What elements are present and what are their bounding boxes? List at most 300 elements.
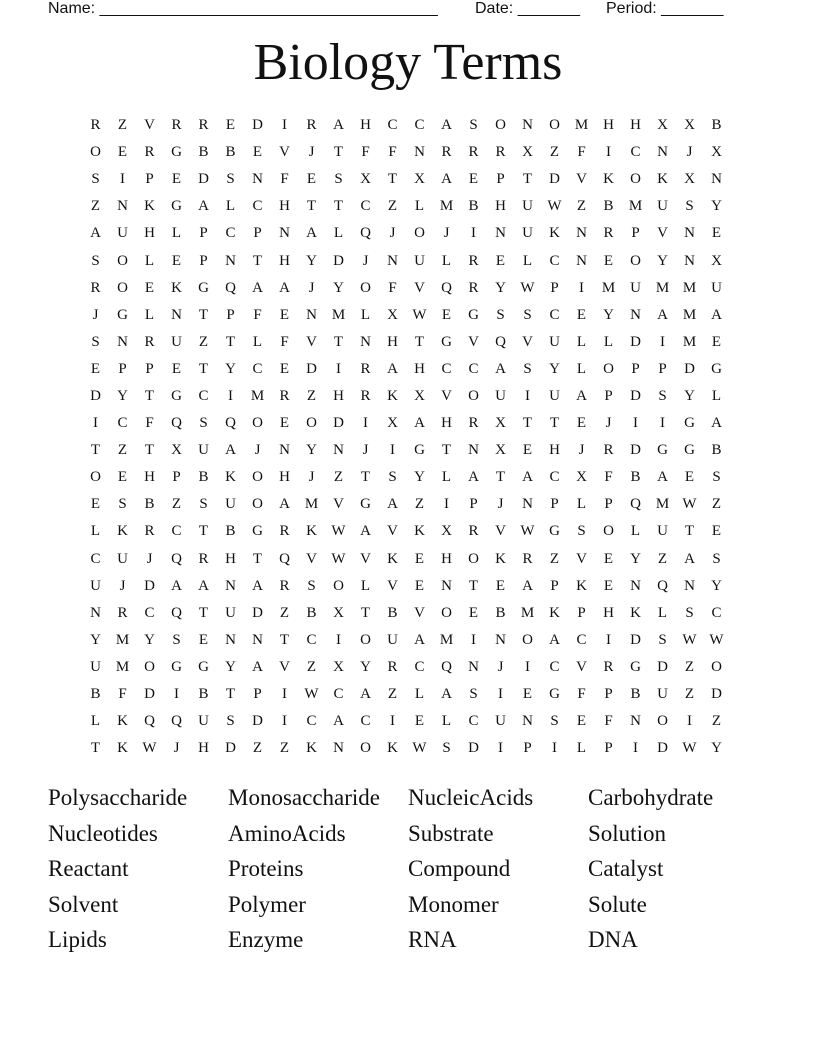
- grid-letter: C: [360, 713, 371, 730]
- grid-row: [82, 302, 730, 329]
- grid-letter: R: [306, 117, 317, 134]
- grid-letter: H: [144, 469, 155, 486]
- grid-letter: A: [576, 387, 587, 404]
- grid-letter: G: [549, 523, 560, 540]
- grid-letter: H: [360, 117, 371, 134]
- grid-letter: R: [441, 144, 452, 161]
- grid-letter: V: [387, 523, 398, 540]
- grid-letter: J: [389, 225, 396, 242]
- grid-letter: X: [711, 252, 722, 269]
- grid-letter: V: [414, 279, 425, 296]
- grid-letter: C: [549, 306, 560, 323]
- grid-row: [82, 681, 730, 708]
- grid-letter: O: [522, 631, 533, 648]
- grid-letter: L: [522, 252, 533, 269]
- grid-letter: F: [253, 306, 262, 323]
- grid-letter: X: [495, 415, 506, 432]
- grid-letter: N: [468, 658, 479, 675]
- grid-letter: N: [306, 306, 317, 323]
- grid-letter: W: [331, 550, 346, 567]
- grid-letter: D: [90, 387, 101, 404]
- grid-letter: H: [387, 333, 398, 350]
- grid-letter: Q: [171, 713, 182, 730]
- grid-letter: H: [279, 252, 290, 269]
- student-info-header: [48, 0, 748, 22]
- grid-letter: Y: [333, 279, 344, 296]
- grid-letter: N: [90, 604, 101, 621]
- grid-letter: J: [308, 469, 315, 486]
- page-title: Biology Terms: [253, 34, 563, 91]
- grid-letter: A: [252, 658, 263, 675]
- grid-letter: U: [657, 523, 668, 540]
- grid-letter: A: [657, 306, 668, 323]
- grid-letter: M: [682, 333, 697, 350]
- grid-letter: P: [631, 225, 640, 242]
- grid-letter: K: [225, 469, 236, 486]
- grid-letter: P: [604, 686, 613, 703]
- grid-letter: I: [174, 686, 179, 703]
- grid-letter: N: [684, 252, 695, 269]
- grid-letter: O: [360, 279, 371, 296]
- grid-letter: C: [360, 198, 371, 215]
- grid-letter: I: [228, 387, 233, 404]
- grid-letter: I: [498, 686, 503, 703]
- grid-letter: N: [522, 496, 533, 513]
- grid-letter: X: [387, 415, 398, 432]
- grid-letter: Q: [225, 279, 236, 296]
- grid-letter: W: [547, 198, 562, 215]
- grid-letter: P: [604, 387, 613, 404]
- grid-letter: I: [525, 387, 530, 404]
- grid-letter: A: [495, 360, 506, 377]
- grid-letter: Z: [306, 658, 317, 675]
- grid-letter: X: [414, 387, 425, 404]
- grid-letter: V: [144, 117, 155, 134]
- grid-letter: E: [198, 631, 209, 648]
- grid-letter: N: [522, 713, 533, 730]
- grid-letter: P: [658, 360, 667, 377]
- grid-letter: B: [198, 144, 209, 161]
- grid-row: [82, 708, 730, 735]
- grid-letter: X: [522, 144, 533, 161]
- grid-letter: J: [308, 144, 315, 161]
- grid-letter: I: [444, 496, 449, 513]
- grid-letter: K: [495, 550, 506, 567]
- grid-letter: Y: [495, 279, 506, 296]
- grid-letter: R: [144, 144, 155, 161]
- grid-letter: B: [306, 604, 317, 621]
- grid-letter: D: [657, 740, 668, 757]
- grid-letter: E: [90, 496, 101, 513]
- grid-letter: G: [711, 360, 722, 377]
- grid-letter: Y: [711, 740, 722, 757]
- grid-letter: V: [333, 496, 344, 513]
- grid-letter: Y: [117, 387, 128, 404]
- grid-letter: Z: [117, 442, 128, 459]
- grid-letter: U: [414, 252, 425, 269]
- grid-letter: O: [90, 144, 101, 161]
- grid-letter: T: [90, 740, 101, 757]
- grid-letter: B: [630, 469, 641, 486]
- grid-letter: D: [657, 658, 668, 675]
- grid-letter: H: [630, 117, 641, 134]
- grid-letter: G: [198, 279, 209, 296]
- grid-letter: K: [549, 604, 560, 621]
- word-bank-item: Polymer: [228, 891, 306, 917]
- grid-letter: B: [630, 686, 641, 703]
- grid-letter: S: [199, 415, 208, 432]
- grid-letter: O: [711, 658, 722, 675]
- grid-letter: S: [91, 252, 100, 269]
- grid-letter: J: [362, 252, 369, 269]
- grid-letter: I: [390, 442, 395, 459]
- grid-letter: S: [442, 740, 451, 757]
- word-bank-item: Solution: [588, 820, 666, 846]
- grid-letter: I: [552, 740, 557, 757]
- grid-letter: R: [198, 550, 209, 567]
- grid-letter: F: [118, 686, 127, 703]
- grid-letter: L: [90, 523, 101, 540]
- grid-letter: N: [279, 225, 290, 242]
- grid-letter: O: [657, 713, 668, 730]
- grid-letter: C: [117, 415, 128, 432]
- grid-letter: S: [469, 686, 478, 703]
- grid-letter: E: [711, 333, 722, 350]
- grid-letter: Y: [306, 442, 317, 459]
- grid-letter: Z: [90, 198, 101, 215]
- grid-letter: Y: [144, 631, 155, 648]
- grid-row: [82, 735, 730, 762]
- grid-letter: E: [171, 360, 182, 377]
- grid-letter: E: [576, 306, 587, 323]
- grid-letter: Z: [684, 658, 695, 675]
- grid-letter: A: [279, 496, 290, 513]
- grid-letter: T: [522, 415, 533, 432]
- grid-letter: B: [711, 442, 722, 459]
- grid-letter: I: [336, 360, 341, 377]
- grid-letter: A: [198, 198, 209, 215]
- grid-letter: E: [441, 306, 452, 323]
- grid-letter: O: [468, 387, 479, 404]
- grid-letter: D: [144, 686, 155, 703]
- grid-letter: A: [711, 415, 722, 432]
- grid-letter: U: [495, 387, 506, 404]
- grid-letter: B: [603, 198, 614, 215]
- grid-letter: V: [279, 658, 290, 675]
- grid-row: [82, 600, 730, 627]
- grid-letter: D: [630, 631, 641, 648]
- grid-letter: Z: [414, 496, 425, 513]
- grid-letter: P: [523, 740, 532, 757]
- grid-letter: N: [414, 144, 425, 161]
- grid-letter: C: [414, 658, 425, 675]
- grid-letter: U: [117, 225, 128, 242]
- grid-letter: Q: [657, 577, 668, 594]
- grid-letter: N: [333, 442, 344, 459]
- grid-letter: M: [655, 279, 670, 296]
- grid-letter: Z: [657, 550, 668, 567]
- grid-letter: K: [117, 523, 128, 540]
- grid-letter: C: [252, 360, 263, 377]
- grid-letter: O: [630, 252, 641, 269]
- grid-letter: B: [495, 604, 506, 621]
- grid-letter: R: [522, 550, 533, 567]
- grid-letter: Z: [117, 117, 128, 134]
- grid-letter: D: [333, 415, 344, 432]
- grid-row: [82, 437, 730, 464]
- grid-letter: O: [144, 658, 155, 675]
- grid-letter: X: [333, 658, 344, 675]
- grid-letter: X: [495, 442, 506, 459]
- grid-letter: A: [252, 279, 263, 296]
- grid-letter: N: [630, 713, 641, 730]
- grid-letter: T: [414, 333, 425, 350]
- grid-row: [82, 491, 730, 518]
- grid-letter: W: [520, 523, 535, 540]
- grid-letter: A: [306, 225, 317, 242]
- grid-letter: A: [468, 469, 479, 486]
- grid-letter: Y: [657, 252, 668, 269]
- grid-letter: C: [711, 604, 722, 621]
- grid-letter: X: [360, 171, 371, 188]
- grid-letter: E: [495, 252, 506, 269]
- word-bank-item: Monosaccharide: [228, 785, 380, 810]
- grid-letter: S: [685, 604, 694, 621]
- grid-letter: S: [334, 171, 343, 188]
- grid-letter: S: [523, 360, 532, 377]
- grid-letter: E: [90, 360, 101, 377]
- grid-letter: K: [576, 577, 587, 594]
- grid-letter: C: [198, 387, 209, 404]
- word-bank-item: Carbohydrate: [588, 785, 714, 810]
- grid-letter: R: [279, 387, 290, 404]
- grid-letter: M: [574, 117, 589, 134]
- grid-letter: D: [252, 117, 263, 134]
- grid-letter: R: [360, 387, 371, 404]
- grid-letter: V: [468, 333, 479, 350]
- grid-letter: E: [576, 713, 587, 730]
- grid-letter: N: [657, 144, 668, 161]
- grid-letter: Z: [711, 496, 722, 513]
- grid-letter: U: [549, 333, 560, 350]
- grid-letter: U: [549, 387, 560, 404]
- word-bank-item: Catalyst: [588, 856, 664, 881]
- grid-letter: C: [171, 523, 182, 540]
- grid-letter: U: [225, 496, 236, 513]
- grid-letter: Q: [441, 279, 452, 296]
- grid-letter: C: [576, 631, 587, 648]
- grid-letter: Z: [387, 198, 398, 215]
- grid-letter: N: [522, 117, 533, 134]
- grid-letter: E: [603, 577, 614, 594]
- grid-letter: X: [333, 604, 344, 621]
- grid-letter: Z: [549, 144, 560, 161]
- grid-letter: F: [388, 144, 397, 161]
- grid-letter: I: [336, 631, 341, 648]
- grid-letter: T: [198, 604, 209, 621]
- grid-letter: Z: [252, 740, 263, 757]
- word-bank-item: Reactant: [48, 856, 129, 881]
- word-bank-item: Nucleotides: [48, 820, 158, 846]
- grid-letter: H: [144, 225, 155, 242]
- grid-letter: H: [603, 117, 614, 134]
- grid-letter: O: [117, 279, 128, 296]
- grid-letter: U: [90, 577, 101, 594]
- grid-letter: B: [468, 198, 479, 215]
- grid-letter: A: [198, 577, 209, 594]
- grid-letter: L: [360, 577, 371, 594]
- grid-letter: K: [306, 523, 317, 540]
- grid-letter: O: [252, 496, 263, 513]
- grid-letter: P: [253, 225, 262, 242]
- grid-letter: I: [390, 713, 395, 730]
- grid-letter: C: [468, 360, 479, 377]
- grid-letter: S: [91, 171, 100, 188]
- grid-letter: Q: [171, 604, 182, 621]
- grid-letter: M: [115, 658, 130, 675]
- grid-letter: H: [414, 360, 425, 377]
- grid-letter: Q: [495, 333, 506, 350]
- grid-letter: T: [684, 523, 695, 540]
- grid-letter: D: [468, 740, 479, 757]
- grid-letter: G: [684, 415, 695, 432]
- grid-letter: B: [387, 604, 398, 621]
- grid-letter: V: [360, 550, 371, 567]
- grid-letter: F: [388, 279, 397, 296]
- grid-letter: O: [441, 604, 452, 621]
- grid-letter: L: [657, 604, 668, 621]
- grid-letter: O: [603, 360, 614, 377]
- grid-letter: B: [225, 144, 236, 161]
- grid-letter: Z: [306, 387, 317, 404]
- grid-letter: J: [443, 225, 450, 242]
- grid-letter: E: [522, 442, 533, 459]
- grid-letter: F: [280, 171, 289, 188]
- period-field: Period: _______: [606, 0, 724, 17]
- grid-letter: N: [117, 333, 128, 350]
- grid-letter: O: [333, 577, 344, 594]
- grid-letter: P: [469, 496, 478, 513]
- grid-letter: W: [304, 686, 319, 703]
- grid-letter: T: [333, 144, 344, 161]
- grid-letter: U: [495, 713, 506, 730]
- grid-letter: E: [711, 225, 722, 242]
- grid-letter: P: [550, 577, 559, 594]
- grid-letter: S: [496, 306, 505, 323]
- grid-letter: S: [577, 523, 586, 540]
- grid-letter: L: [576, 333, 587, 350]
- grid-letter: C: [306, 713, 317, 730]
- grid-letter: O: [360, 740, 371, 757]
- grid-letter: A: [441, 171, 452, 188]
- grid-letter: R: [279, 577, 290, 594]
- grid-letter: Q: [441, 658, 452, 675]
- grid-letter: H: [333, 387, 344, 404]
- grid-row: [82, 329, 730, 356]
- grid-letter: T: [252, 550, 263, 567]
- grid-letter: C: [549, 469, 560, 486]
- grid-letter: C: [549, 658, 560, 675]
- word-bank-item: NucleicAcids: [408, 785, 534, 810]
- grid-letter: C: [468, 713, 479, 730]
- grid-letter: B: [225, 523, 236, 540]
- grid-letter: D: [711, 686, 722, 703]
- grid-letter: D: [630, 333, 641, 350]
- grid-row: [82, 356, 730, 383]
- grid-letter: S: [712, 550, 721, 567]
- grid-letter: T: [468, 577, 479, 594]
- grid-letter: S: [91, 333, 100, 350]
- grid-letter: I: [471, 225, 476, 242]
- grid-letter: I: [363, 415, 368, 432]
- grid-row: [82, 247, 730, 274]
- grid-letter: U: [198, 442, 209, 459]
- grid-letter: X: [171, 442, 182, 459]
- grid-letter: G: [441, 333, 452, 350]
- grid-letter: R: [90, 279, 101, 296]
- grid-letter: O: [252, 415, 263, 432]
- grid-letter: T: [225, 686, 236, 703]
- grid-letter: G: [117, 306, 128, 323]
- grid-letter: Y: [360, 658, 371, 675]
- word-bank-item: Proteins: [228, 856, 304, 881]
- grid-letter: J: [578, 442, 585, 459]
- grid-letter: C: [252, 198, 263, 215]
- grid-row: [82, 546, 730, 573]
- grid-letter: G: [414, 442, 425, 459]
- grid-letter: O: [306, 415, 317, 432]
- word-bank-item: DNA: [588, 927, 638, 952]
- grid-letter: F: [577, 144, 586, 161]
- word-bank-item: AminoAcids: [228, 820, 346, 846]
- grid-letter: M: [439, 198, 454, 215]
- grid-letter: L: [711, 387, 722, 404]
- grid-letter: O: [360, 631, 371, 648]
- grid-letter: C: [441, 360, 452, 377]
- grid-letter: Z: [549, 550, 560, 567]
- grid-letter: W: [331, 523, 346, 540]
- grid-letter: R: [468, 415, 479, 432]
- grid-letter: G: [252, 523, 263, 540]
- word-bank-item: Enzyme: [228, 927, 304, 952]
- grid-letter: A: [360, 523, 371, 540]
- grid-letter: J: [173, 740, 180, 757]
- grid-letter: E: [171, 252, 182, 269]
- grid-letter: C: [225, 225, 236, 242]
- grid-letter: C: [630, 144, 641, 161]
- grid-letter: P: [496, 171, 505, 188]
- grid-letter: P: [604, 740, 613, 757]
- grid-letter: X: [387, 306, 398, 323]
- grid-letter: L: [441, 713, 452, 730]
- grid-letter: G: [171, 387, 182, 404]
- grid-letter: N: [495, 631, 506, 648]
- grid-letter: Y: [225, 360, 236, 377]
- grid-letter: S: [523, 306, 532, 323]
- grid-letter: F: [145, 415, 154, 432]
- grid-letter: U: [198, 713, 209, 730]
- grid-letter: U: [657, 686, 668, 703]
- grid-letter: N: [495, 225, 506, 242]
- grid-letter: R: [603, 442, 614, 459]
- grid-letter: F: [604, 713, 613, 730]
- grid-letter: Y: [414, 469, 425, 486]
- grid-row: [82, 166, 730, 193]
- grid-letter: E: [225, 117, 236, 134]
- grid-letter: I: [687, 713, 692, 730]
- grid-letter: A: [522, 469, 533, 486]
- grid-letter: K: [387, 740, 398, 757]
